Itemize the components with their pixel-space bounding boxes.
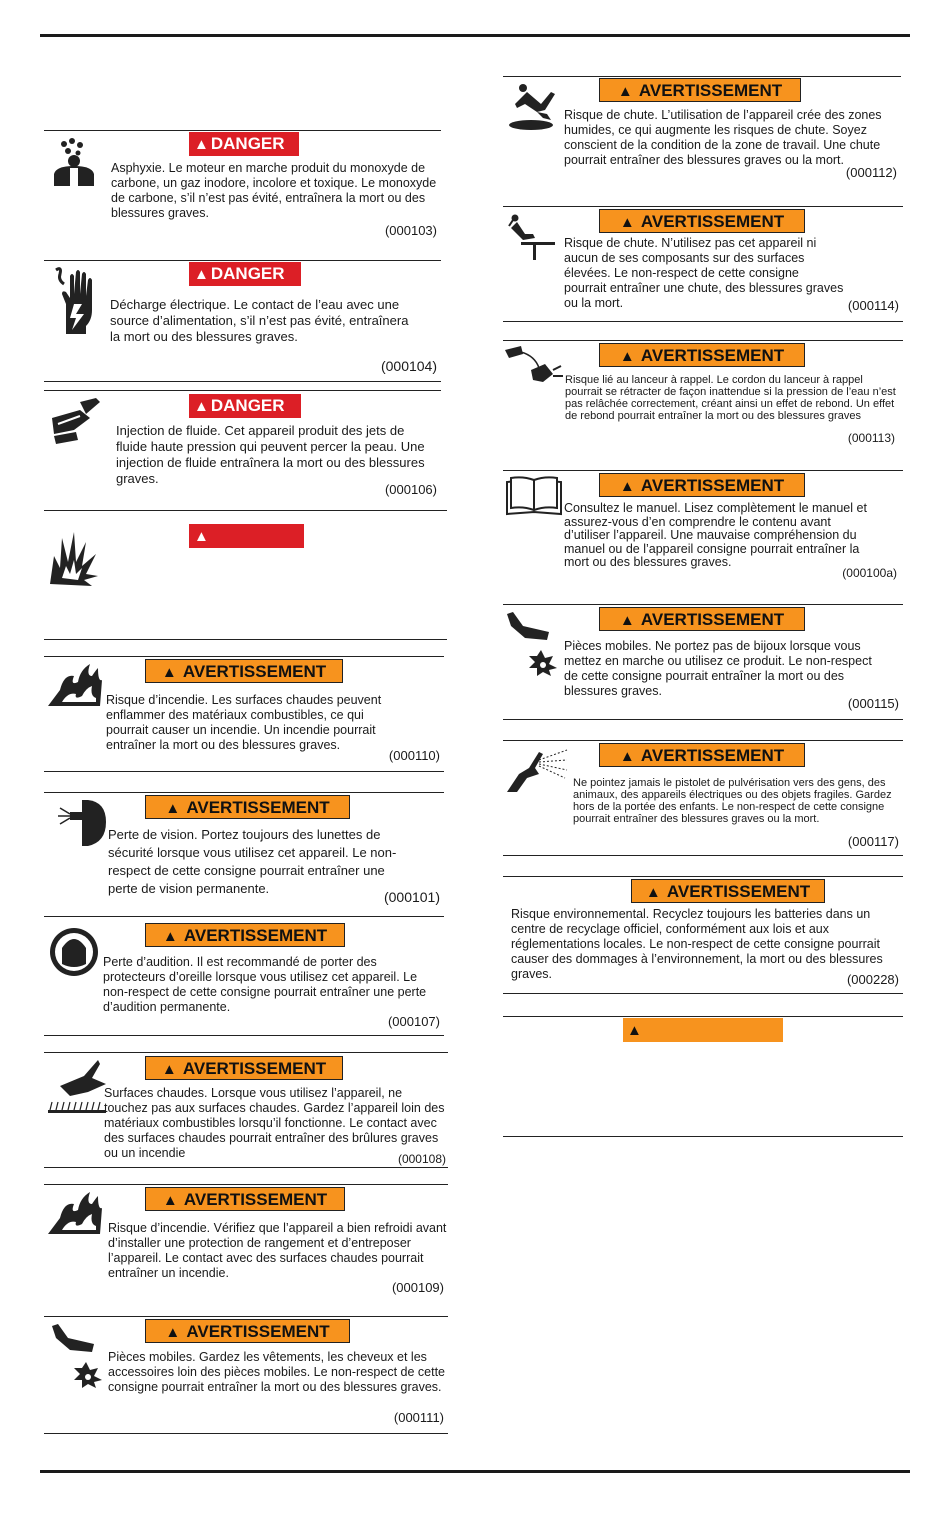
warning-badge: ▲ AVERTISSEMENT <box>631 879 825 903</box>
warning-text: Risque de chute. N’utilisez pas cet appareil ni aucun de ses composants sur des surfaces élevées. Le non-respect de cette consigne pourrait entraîner une chute, des blessures graves ou la mort. <box>564 236 844 310</box>
danger-text: Injection de fluide. Cet appareil produit des jets de fluide haute pression qui peuvent percer la peau. Une injection de fluide entraînera la mort ou des blessures graves. <box>116 423 425 486</box>
warning-fire <box>44 656 444 772</box>
warning-badge: ▲ AVERTISSEMENT <box>145 923 345 947</box>
warning-fall <box>503 206 903 322</box>
danger-electric-shock <box>44 244 441 382</box>
warning-hot-surface <box>44 1052 448 1168</box>
warning-hearing <box>44 918 444 1036</box>
electric-shock-icon <box>52 264 100 334</box>
warning-text: Risque lié au lanceur à rappel. Le cordon du lanceur à rappel pourrait se rétracter de façon inattendue si la pression de l’eau n’est pas relâchée correctement, créant ainsi un effet de rebond. Un effet de rebond pourrait entraîner la mort ou des blessures graves <box>565 374 896 422</box>
warning-text: Ne pointez jamais le pistolet de pulvérisation vers des gens, des animaux, des appareils électriques ou des objets fragiles. Gardez hors de la portée des enfants. Le non-respect de cette consigne pourrait entraîner des blessures graves ou la mort. <box>573 777 892 825</box>
danger-badge: ▲ DANGER <box>189 262 301 286</box>
warning-text: Risque d’incendie. Vérifiez que l’appareil a bien refroidi avant d’installer une protection de rangement et d’entreposer l’appareil. Le contact avec des surfaces chaudes pourrait entraîner un incendie. <box>108 1221 447 1280</box>
warning-text: Surfaces chaudes. Lorsque vous utilisez l’appareil, ne touchez pas aux surfaces chaudes. Gardez l’appareil loin des matériaux combustibles lorsqu’il fonctionne. Le contact avec des surfaces chaudes pourrait entraîner des brûlures graves ou un incendie <box>104 1086 445 1160</box>
warning-code: (000100a) <box>842 566 897 580</box>
warning-code: (000228) <box>846 972 899 987</box>
moving-parts-icon <box>505 610 559 676</box>
danger-badge: ▲ <box>189 524 304 548</box>
danger-code: (000104) <box>380 358 437 374</box>
top-rule <box>40 34 910 37</box>
danger-badge: ▲ DANGER <box>189 132 299 156</box>
warning-code: (000115) <box>847 696 899 711</box>
warning-fire-storage <box>44 1184 448 1304</box>
danger-code: (000103) <box>384 223 437 238</box>
warning-code: (000108) <box>397 1152 446 1166</box>
warning-text: Consultez le manuel. Lisez complètement le manuel et assurez-vous d’en comprendre le contenu avant d’utiliser l’appareil. Une mauvaise compréhension du manuel ou de l’appareil consigne pourrait entraîner la mort ou des blessures graves. <box>564 501 867 569</box>
fire-icon <box>46 662 104 706</box>
hearing-protection-icon <box>48 926 100 978</box>
fire-icon <box>46 1190 104 1234</box>
warning-badge: ▲ AVERTISSEMENT <box>599 78 801 102</box>
warning-code: (000110) <box>388 748 440 763</box>
warning-code: (000111) <box>393 1410 444 1425</box>
warning-environment <box>503 876 903 994</box>
spray-gun-icon <box>505 746 569 794</box>
danger-code: (000106) <box>384 482 437 497</box>
explosion-icon <box>46 528 100 586</box>
fluid-injection-icon <box>50 396 110 446</box>
warning-badge: ▲ AVERTISSEMENT <box>145 1187 345 1211</box>
warning-code: (000113) <box>847 431 895 445</box>
warning-badge: ▲ AVERTISSEMENT <box>145 1056 343 1080</box>
danger-explosion <box>44 502 447 642</box>
warning-text: Perte d’audition. Il est recommandé de porter des protecteurs d’oreille lorsque vous utilisez cet appareil. Le non-respect de cette consigne pourrait entraîner une perte d’audition permanente. <box>103 955 427 1014</box>
fall-hazard-icon <box>507 214 555 260</box>
warning-badge: ▲ AVERTISSEMENT <box>145 1319 350 1343</box>
warning-moving-parts-left <box>44 1316 448 1434</box>
warning-manual <box>503 470 903 590</box>
warning-text: Risque de chute. L’utilisation de l’appareil crée des zones humides, ce qui augmente les risques de chute. Soyez conscient de la condition de la zone de travail. Une chute pourrait entraîner des blessures graves ou la mort. <box>564 108 882 167</box>
danger-asphyxiation <box>44 128 441 244</box>
warning-badge: ▲ AVERTISSEMENT <box>599 209 805 233</box>
warning-slip <box>503 76 901 190</box>
danger-text: Décharge électrique. Le contact de l’eau avec une source d’alimentation, s’il n’est pas évité, entraînera la mort ou des blessures graves. <box>110 297 409 344</box>
warning-badge: ▲ AVERTISSEMENT <box>599 743 805 767</box>
eye-protection-icon <box>58 798 108 848</box>
warning-badge: ▲ AVERTISSEMENT <box>145 795 350 819</box>
warning-code: (000117) <box>847 834 899 849</box>
bottom-rule <box>40 1470 910 1473</box>
recoil-starter-icon <box>505 346 565 386</box>
warning-badge: ▲ AVERTISSEMENT <box>599 473 805 497</box>
warning-text: Pièces mobiles. Ne portez pas de bijoux lorsque vous mettez en marche ou utilisez ce produit. Le non-respect de cette consigne pourrait entraîner la mort ou des blessures graves. <box>564 639 872 698</box>
read-manual-icon <box>505 476 563 516</box>
warning-text: Risque d’incendie. Les surfaces chaudes peuvent enflammer des matériaux combustibles, ce qui pourrait causer un incendie. Un incendie pourrait entraîner la mort ou des blessures graves. <box>106 693 382 752</box>
moving-parts-icon <box>50 1322 104 1388</box>
warning-recoil <box>503 340 903 450</box>
asphyxiation-icon <box>48 136 102 186</box>
warning-badge: ▲ <box>623 1018 783 1042</box>
warning-badge: ▲ AVERTISSEMENT <box>599 607 805 631</box>
warning-text: Pièces mobiles. Gardez les vêtements, les cheveux et les accessoires loin des pièces mobiles. Le non-respect de cette consigne pourrait entraîner la mort ou des blessures graves. <box>108 1350 445 1394</box>
warning-moving-parts-right <box>503 604 903 720</box>
warning-badge: ▲ AVERTISSEMENT <box>145 659 343 683</box>
warning-code: (000109) <box>391 1280 444 1295</box>
warning-text: Risque environnemental. Recyclez toujours les batteries dans un centre de recyclage officiel, conformément aux lois et aux réglementations locales. Le non-respect de cette consigne pourrait causer des dommages à l’environnement, la mort ou des blessures graves. <box>511 907 883 981</box>
warning-code: (000112) <box>845 165 897 180</box>
warning-code: (000101) <box>383 889 440 905</box>
hot-surface-icon <box>48 1058 108 1114</box>
warning-spray-gun <box>503 740 903 856</box>
danger-badge: ▲ DANGER <box>189 394 301 418</box>
warning-code: (000114) <box>847 298 899 313</box>
danger-text: Asphyxie. Le moteur en marche produit du monoxyde de carbone, un gaz inodore, incolore et toxique. Le monoxyde de carbone, s’il n’est pas évité, entraînera la mort ou des blessures graves. <box>111 161 437 220</box>
warning-text: Perte de vision. Portez toujours des lunettes de sécurité lorsque vous utilisez cet appareil. Le non-respect de cette consigne pourrait entraîner une perte de vision permanente. <box>108 827 397 896</box>
warning-vision <box>44 790 444 916</box>
danger-fluid-injection <box>44 382 441 502</box>
warning-code: (000107) <box>387 1014 440 1029</box>
warning-badge: ▲ AVERTISSEMENT <box>599 343 805 367</box>
warning-blank <box>503 1016 903 1138</box>
slip-hazard-icon <box>507 82 563 130</box>
